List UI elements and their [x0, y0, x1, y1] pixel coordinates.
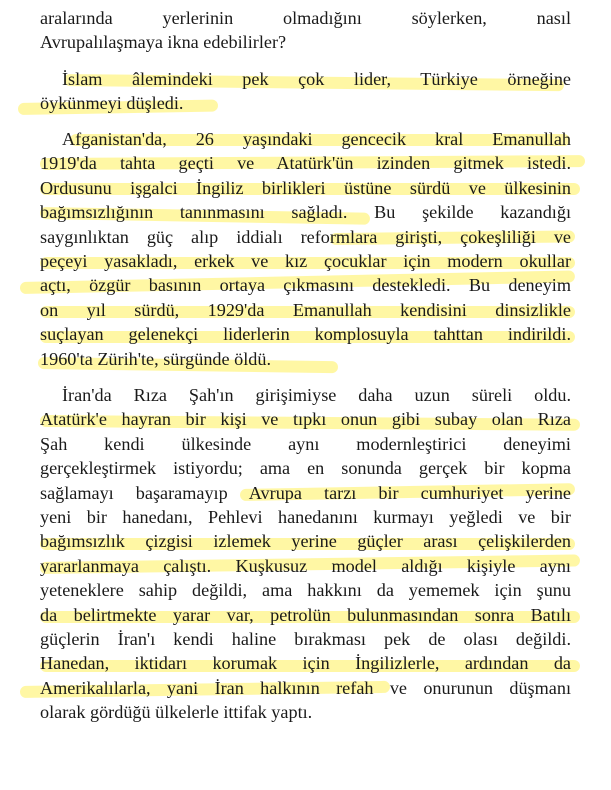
- text-line: Ordusunu işgalci İngiliz birlikleri üstüne sürdü ve ülkesinin: [40, 177, 571, 198]
- text-line: Amerikalılarla, yani İran halkının refah ve onurunun düşmanı: [40, 677, 571, 698]
- text-line: güçlerin İran'ı kendi haline bırakması pek de olası değildi.: [40, 628, 571, 649]
- text-line: on yıl sürdü, 1929'da Emanullah kendisini dinsizlikle: [40, 299, 571, 320]
- text-line: sağlamayı başaramayıp Avrupa tarzı bir cumhuriyet yerine: [40, 482, 571, 503]
- text-line: Hanedan, iktidarı korumak için İngilizlerle, ardından da: [40, 653, 571, 674]
- text-line: Avrupalılaşmaya ikna edebilirler?: [40, 32, 287, 53]
- text-line: gerçekleştirmek istiyordu; ama en sonunda gerçek bir kopma: [40, 458, 571, 479]
- text-line: Şah kendi ülkesinde aynı modernleştirici deneyimi: [40, 433, 571, 454]
- text-line: yeteneklere sahip değildi, ama hakkını da yememek için şunu: [40, 580, 571, 601]
- text-line: bağımsızlık çizgisi izlemek yerine güçler arası çelişkilerden: [40, 531, 571, 552]
- text-line: peçeyi yasakladı, erkek ve kız çocuklar için modern okullar: [40, 250, 571, 271]
- paragraph-iran: [40, 383, 571, 724]
- text-line: öykünmeyi düşledi.: [40, 93, 184, 114]
- text-line: olarak gördüğü ülkelerle ittifak yaptı.: [40, 702, 313, 723]
- paragraph-afghanistan: [40, 127, 571, 371]
- text-line: açtı, özgür basının ortaya çıkmasını destekledi. Bu deneyim: [40, 275, 571, 296]
- text-line: da belirtmekte yarar var, petrolün bulunmasından sonra Batılı: [40, 604, 571, 625]
- text-line: 1960'ta Zürih'te, sürgünde öldü.: [40, 348, 272, 369]
- paragraph-islamic-leaders: [40, 67, 571, 116]
- text-line: aralarında yerlerinin olmadığını söylerken, nasıl: [40, 8, 571, 28]
- text-line: 1919'da tahta geçti ve Atatürk'ün izinden gitmek istedi.: [40, 153, 571, 174]
- text-line: Afganistan'da, 26 yaşındaki gencecik kral Emanullah: [62, 129, 571, 149]
- text-line: İran'da Rıza Şah'ın girişimiyse daha uzun süreli oldu.: [62, 385, 571, 405]
- paragraph-continuation: [40, 6, 571, 55]
- text-line: yararlanmaya çalıştı. Kuşkusuz model aldığı kişiyle aynı: [40, 555, 571, 576]
- text-line: İslam âlemindeki pek çok lider, Türkiye örneğine: [62, 69, 571, 89]
- text-line: bağımsızlığının tanınmasını sağladı. Bu şekilde kazandığı: [40, 202, 571, 223]
- text-line: suçlayan gelenekçi liderlerin komplosuyla tahttan indirildi.: [40, 324, 571, 345]
- text-line: Atatürk'e hayran bir kişi ve tıpkı onun gibi subay olan Rıza: [40, 409, 571, 430]
- text-line: yeni bir hanedanı, Pehlevi hanedanını kurmayı yeğledi ve bir: [40, 506, 571, 527]
- text-line: saygınlıktan güç alıp iddialı reformlara girişti, çokeşliliği ve: [40, 226, 571, 247]
